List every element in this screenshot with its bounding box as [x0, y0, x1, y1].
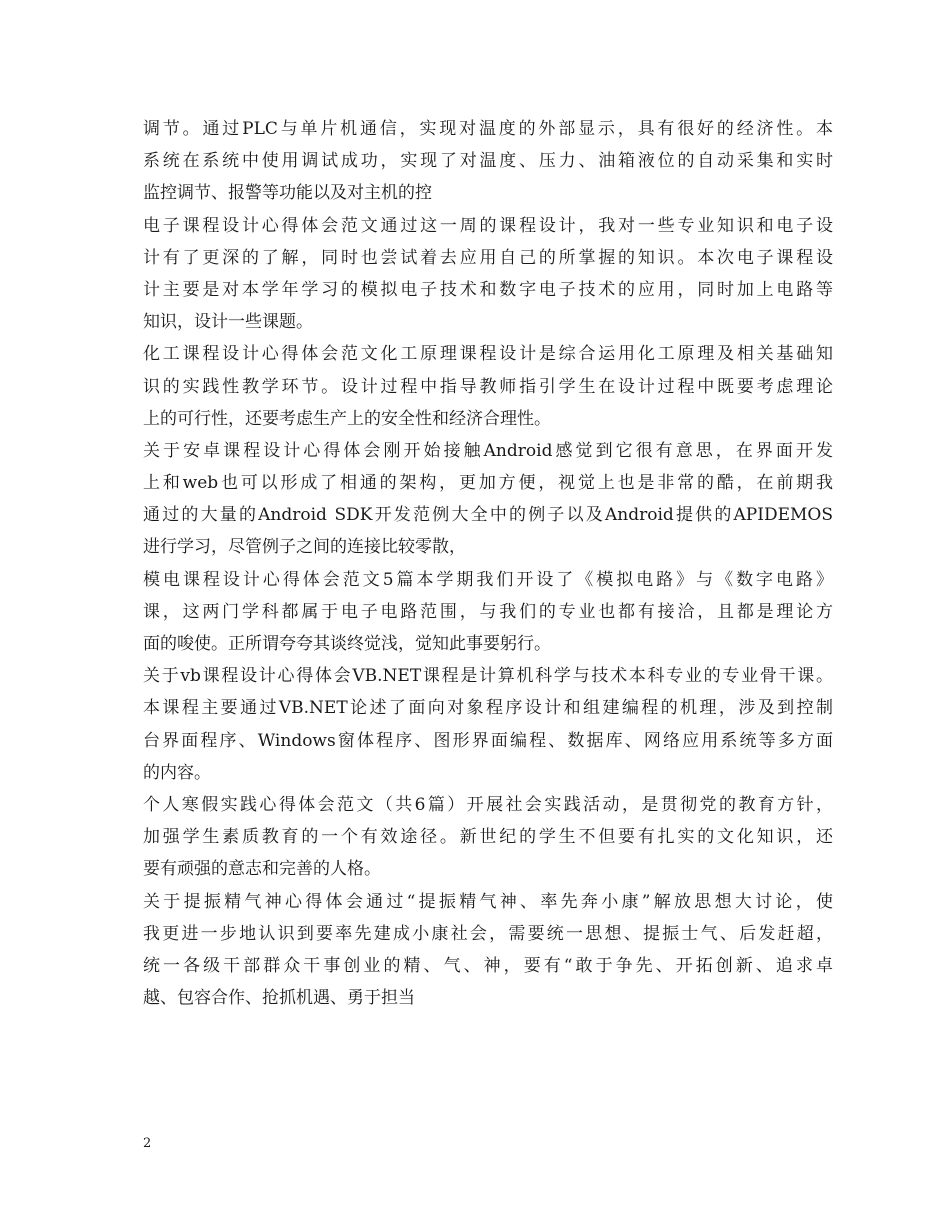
text-line: 化工课程设计心得体会范文化工原理课程设计是综合运用化工原理及相关基础知 [143, 344, 833, 365]
paragraph [143, 886, 833, 1015]
text-line: 个人寒假实践心得体会范文（共6篇）开展社会实践活动，是贯彻党的教育方针， [143, 794, 833, 815]
text-line: 上的可行性，还要考虑生产上的安全性和经济合理性。 [143, 408, 551, 429]
paragraph [143, 789, 833, 886]
text-line: 我更进一步地认识到要率先建成小康社会，需要统一思想、提振士气、后发赶超， [143, 923, 833, 944]
paragraph [143, 113, 833, 210]
text-line: 模电课程设计心得体会范文5篇本学期我们开设了《模拟电路》与《数字电路》 [143, 569, 833, 590]
text-line: 关于提振精气神心得体会通过“提振精气神、率先奔小康”解放思想大讨论，使 [143, 891, 833, 912]
text-line: 统一各级干部群众干事创业的精、气、神，要有“敢于争先、开拓创新、追求卓 [143, 955, 833, 976]
paragraph [143, 660, 833, 789]
text-line: 计有了更深的了解，同时也尝试着去应用自己的所掌握的知识。本次电子课程设 [143, 247, 833, 268]
paragraph [143, 435, 833, 564]
text-line: 进行学习，尽管例子之间的连接比较零散， [143, 537, 466, 558]
text-line: 上和web也可以形成了相通的架构，更加方便，视觉上也是非常的酷，在前期我 [143, 473, 833, 494]
text-line: 系统在系统中使用调试成功，实现了对温度、压力、油箱液位的自动采集和实时 [143, 151, 833, 172]
paragraph [143, 564, 833, 661]
text-line: 台界面程序、Windows窗体程序、图形界面编程、数据库、网络应用系统等多方面 [143, 730, 833, 751]
text-line: 知识，设计一些课题。 [143, 312, 313, 333]
text-line: 要有顽强的意志和完善的人格。 [143, 859, 381, 880]
text-line: 课，这两门学科都属于电子电路范围，与我们的专业也都有接洽，且都是理论方 [143, 601, 833, 622]
text-line: 加强学生素质教育的一个有效途径。新世纪的学生不但要有扎实的文化知识，还 [143, 827, 833, 848]
body-text [143, 113, 833, 1014]
text-line: 面的唆使。正所谓夸夸其谈终觉浅，觉知此事要躬行。 [143, 634, 551, 654]
text-line: 识的实践性教学环节。设计过程中指导教师指引学生在设计过程中既要考虑理论 [143, 376, 833, 397]
paragraph [143, 210, 833, 339]
text-line: 监控调节、报警等功能以及对主机的控 [143, 183, 432, 204]
text-line: 的内容。 [143, 762, 211, 783]
text-line: 调节。通过PLC与单片机通信，实现对温度的外部显示，具有很好的经济性。本 [143, 119, 833, 139]
text-line: 通过的大量的Android SDK开发范例大全中的例子以及Android提供的APIDEMOS [143, 505, 833, 526]
text-line: 关于vb课程设计心得体会VB.NET课程是计算机科学与技术本科专业的专业骨干课。 [143, 666, 833, 687]
text-line: 越、包容合作、抢抓机遇、勇于担当 [143, 988, 415, 1009]
text-line: 计主要是对本学年学习的模拟电子技术和数字电子技术的应用，同时加上电路等 [143, 279, 833, 300]
text-line: 关于安卓课程设计心得体会刚开始接触Android感觉到它很有意思，在界面开发 [143, 440, 833, 461]
paragraph [143, 338, 833, 435]
text-line: 电子课程设计心得体会范文通过这一周的课程设计，我对一些专业知识和电子设 [143, 215, 833, 236]
text-line: 本课程主要通过VB.NET论述了面向对象程序设计和组建编程的机理，涉及到控制 [143, 698, 833, 719]
page-number: 2 [143, 1136, 152, 1151]
